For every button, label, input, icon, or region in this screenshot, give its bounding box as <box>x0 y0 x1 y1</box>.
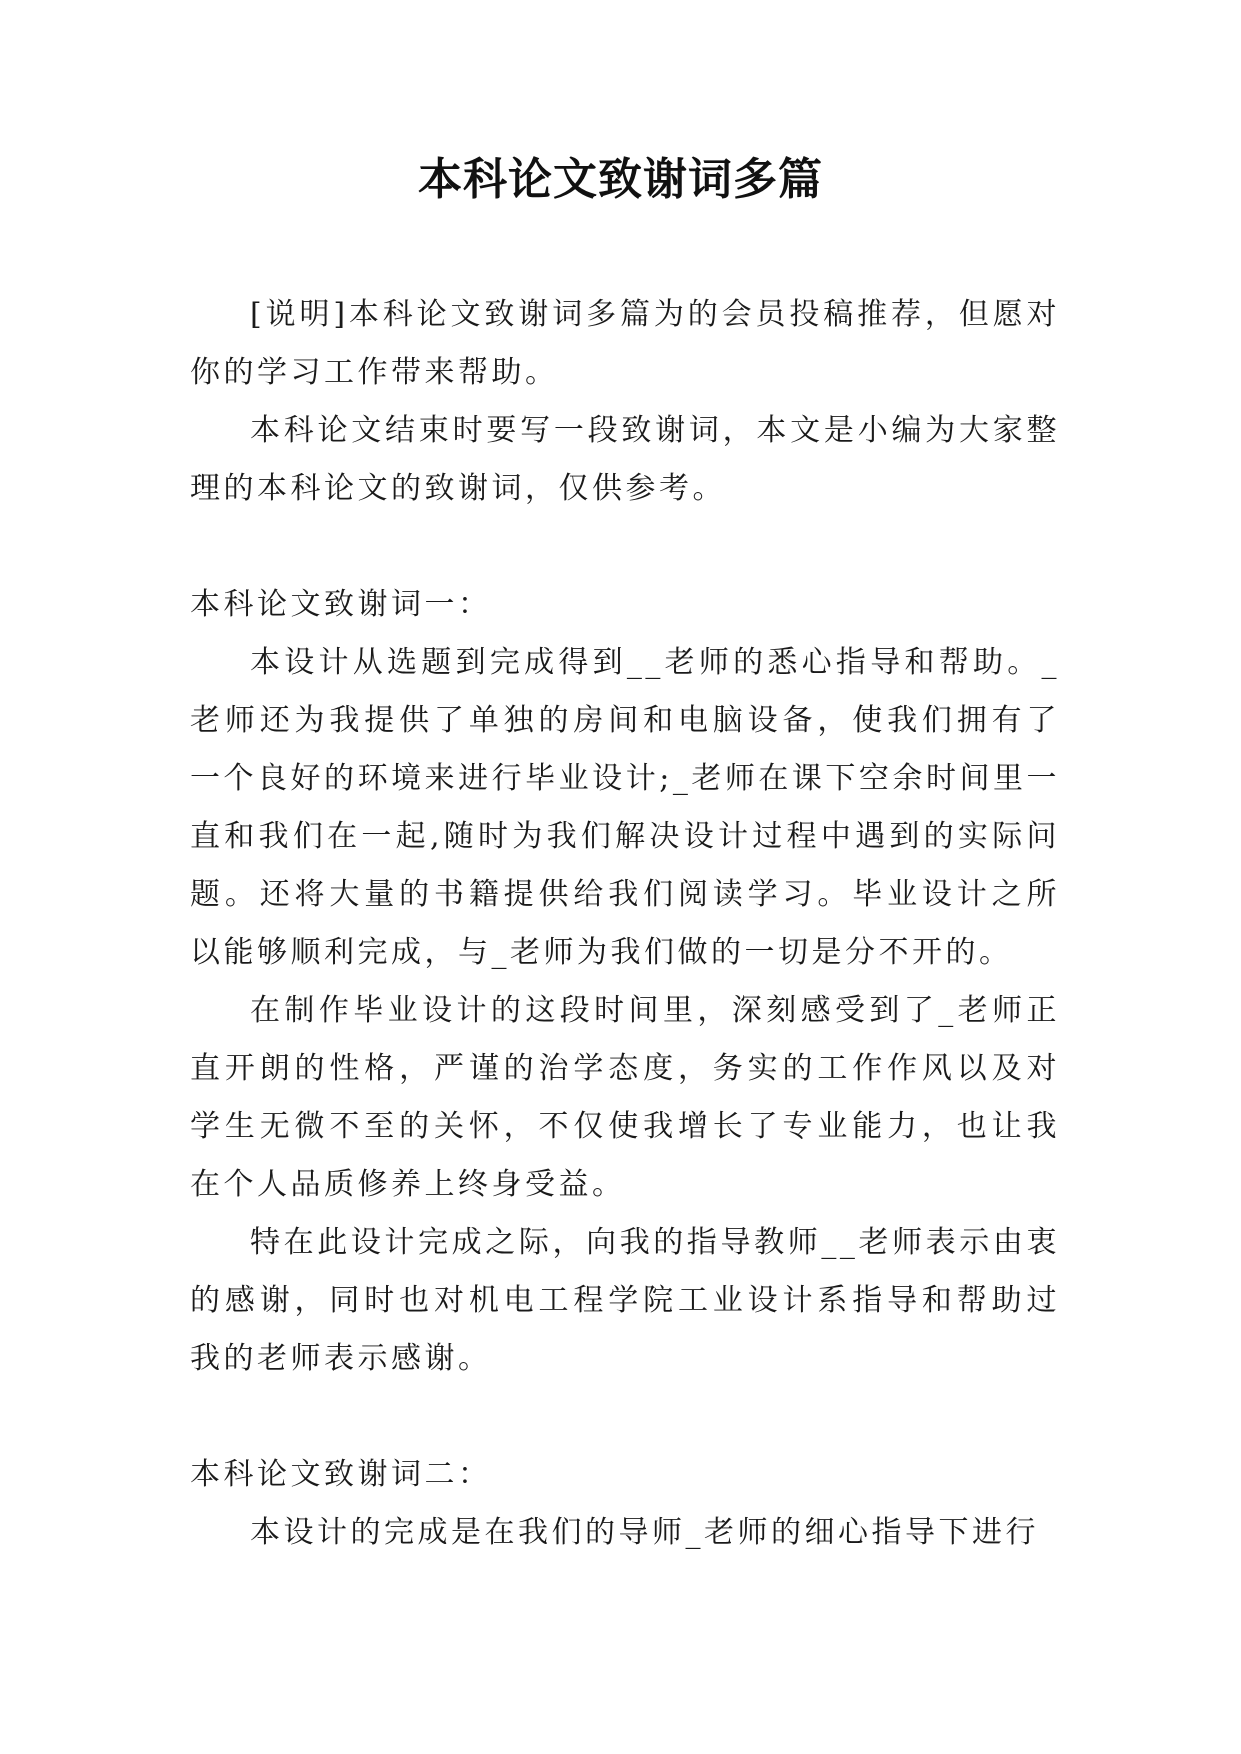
body-paragraph: 特在此设计完成之际，向我的指导教师__老师表示由衷的感谢，同时也对机电工程学院工业设计系指导和帮助过我的老师表示感谢。 <box>190 1225 1060 1376</box>
document-body <box>190 286 1060 1562</box>
intro-paragraph: [说明]本科论文致谢词多篇为的会员投稿推荐，但愿对你的学习工作带来帮助。 <box>190 297 1060 390</box>
section-spacer <box>190 518 1060 576</box>
body-paragraph: 本设计的完成是在我们的导师_老师的细心指导下进行 <box>250 1515 1039 1550</box>
intro-paragraph: 本科论文结束时要写一段致谢词，本文是小编为大家整理的本科论文的致谢词，仅供参考。 <box>190 413 1060 506</box>
document-title: 本科论文致谢词多篇 <box>418 154 823 205</box>
section-spacer <box>190 1388 1060 1446</box>
body-paragraph: 在制作毕业设计的这段时间里，深刻感受到了_老师正直开朗的性格，严谨的治学态度，务实的工作作风以及对学生无微不至的关怀，不仅使我增长了专业能力，也让我在个人品质修养上终身受益。 <box>190 993 1060 1202</box>
section-heading: 本科论文致谢词二： <box>190 1457 492 1492</box>
body-paragraph: 本设计从选题到完成得到__老师的悉心指导和帮助。_老师还为我提供了单独的房间和电脑设备，使我们拥有了一个良好的环境来进行毕业设计;_老师在课下空余时间里一直和我们在一起,随时为我们解决设计过程中遇到的实际问题。还将大量的书籍提供给我们阅读学习。毕业设计之所以能够顺利完成，与_老师为我们做的一切是分不开的。 <box>190 645 1060 970</box>
section-heading: 本科论文致谢词一： <box>190 587 492 622</box>
